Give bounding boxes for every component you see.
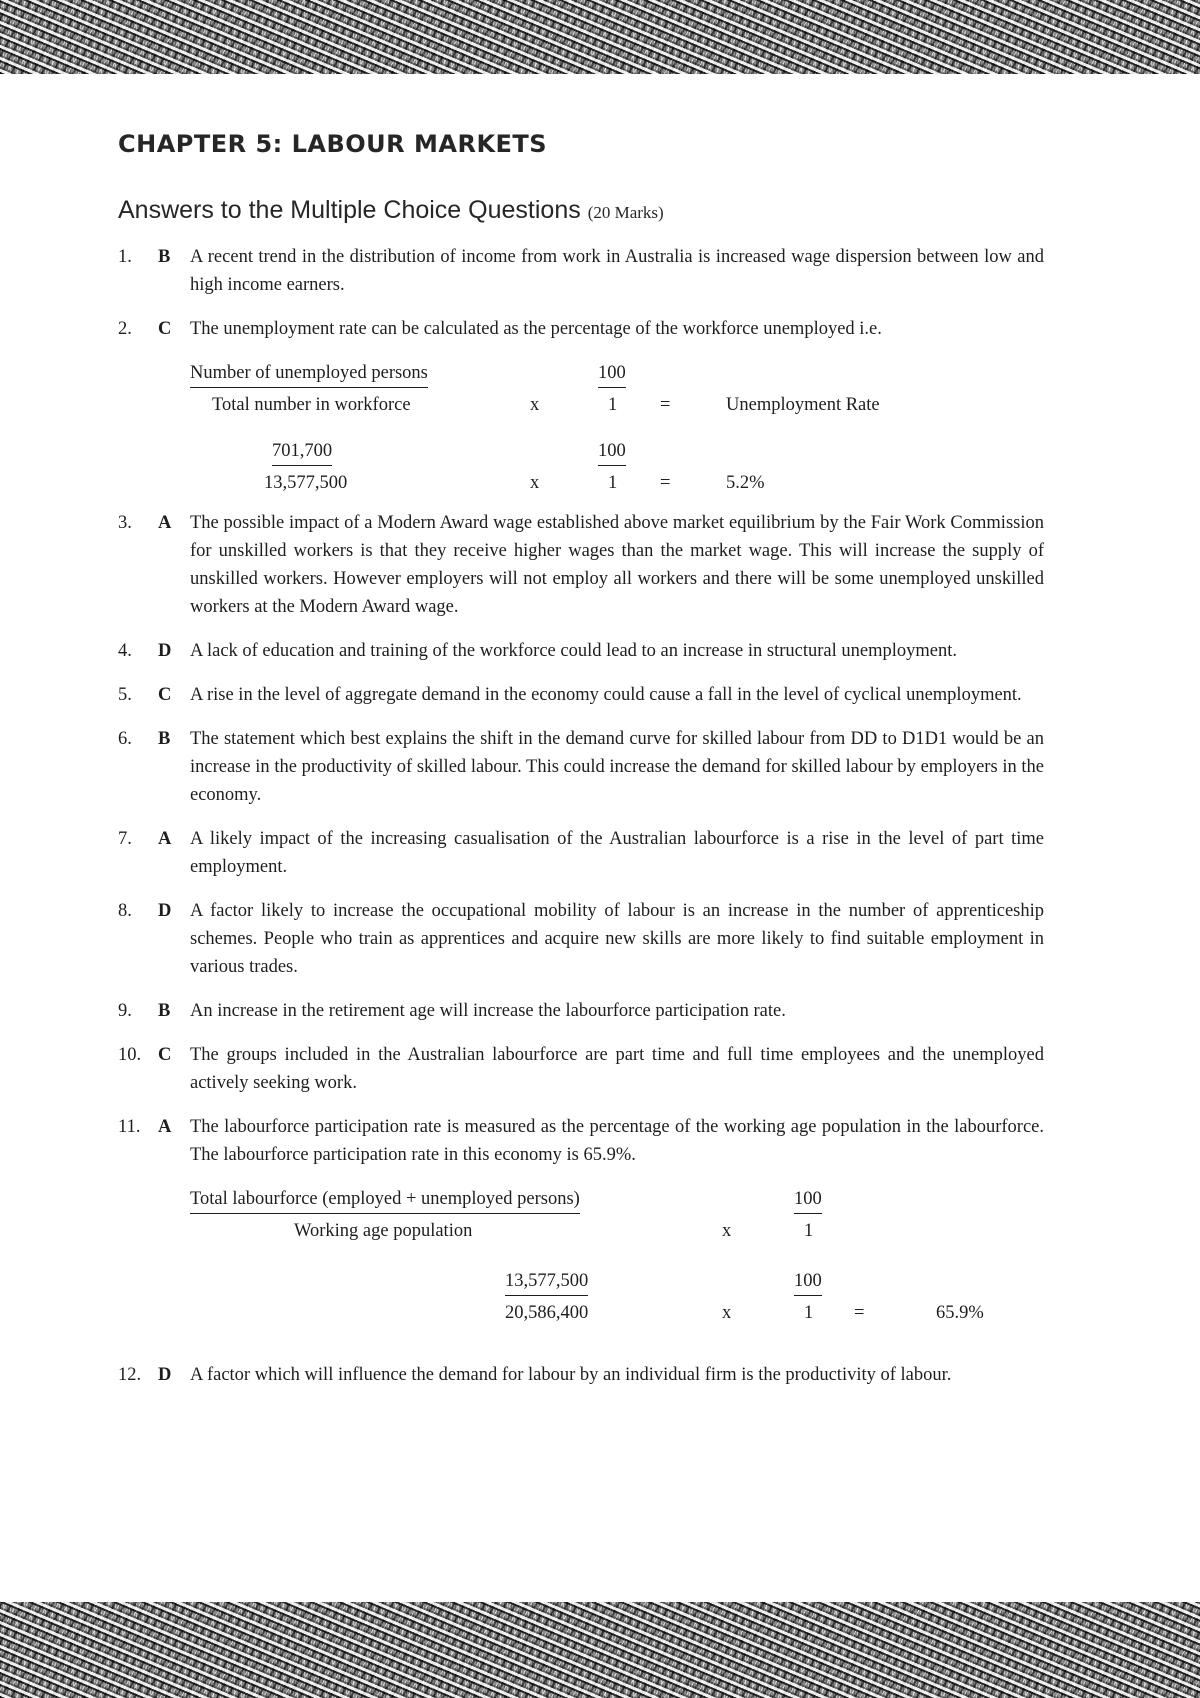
question-number: 1. [118, 247, 132, 267]
section-marks: (20 Marks) [587, 203, 664, 222]
answer-letter: D [158, 901, 172, 921]
answer-list [118, 243, 1044, 1389]
formula-equals: = [660, 395, 671, 415]
answer-item [118, 1361, 1044, 1389]
answer-item [118, 315, 1044, 343]
formula-result-value: 65.9% [936, 1303, 984, 1323]
answer-item [118, 681, 1044, 709]
answer-text: The unemployment rate can be calculated as the percentage of the workforce unemployed i.e. [190, 319, 882, 339]
answer-text: A likely impact of the increasing casualisation of the Australian labourforce is a rise in the level of part time employment. [190, 829, 1044, 877]
answer-letter: D [158, 641, 172, 661]
answer-text: A factor likely to increase the occupational mobility of labour is an increase in the number of apprenticeship schemes. People who train as apprentices and acquire new skills are more likely to find suitable employment in various trades. [190, 901, 1044, 977]
formula-one: 1 [804, 1221, 814, 1241]
question-number: 12. [118, 1365, 142, 1385]
answer-text: A lack of education and training of the workforce could lead to an increase in structural unemployment. [190, 641, 957, 661]
formula-result-label: Unemployment Rate [726, 395, 880, 415]
answer-text: The statement which best explains the shift in the demand curve for skilled labour from DD to D1D1 would be an increase in the productivity of skilled labour. This could increase the demand for skilled labour by employers in the economy. [190, 729, 1044, 805]
formula-hundred: 100 [598, 437, 626, 466]
answer-text: A recent trend in the distribution of income from work in Australia is increased wage dispersion between low and high income earners. [190, 247, 1044, 295]
answer-item [118, 637, 1044, 665]
formula-equals: = [854, 1303, 865, 1323]
question-number: 3. [118, 513, 132, 533]
formula-times: x [530, 395, 540, 415]
answer-text: A factor which will influence the demand for labour by an individual firm is the productivity of labour. [190, 1365, 952, 1385]
formula-times: x [530, 473, 540, 493]
page-content [118, 130, 1044, 1405]
answer-text: A rise in the level of aggregate demand in the economy could cause a fall in the level of cyclical unemployment. [190, 685, 1022, 705]
formula-times: x [722, 1303, 732, 1323]
chapter-title: CHAPTER 5: LABOUR MARKETS [118, 130, 548, 158]
formula-numerator-value: 701,700 [272, 437, 332, 466]
answer-letter: A [158, 513, 172, 533]
answer-item [118, 725, 1044, 809]
answer-item [118, 243, 1044, 299]
answer-letter: B [158, 247, 171, 267]
answer-item [118, 509, 1044, 621]
answer-item [118, 1113, 1044, 1169]
answer-letter: B [158, 729, 171, 749]
section-title [118, 196, 1044, 225]
formula-hundred: 100 [794, 1267, 822, 1296]
formula-denominator-label: Total number in workforce [212, 395, 411, 415]
answer-letter: C [158, 1045, 172, 1065]
question-number: 2. [118, 319, 132, 339]
question-number: 5. [118, 685, 132, 705]
answer-text: The groups included in the Australian labourforce are part time and full time employees and the unemployed actively seeking work. [190, 1045, 1044, 1093]
answer-text: The possible impact of a Modern Award wage established above market equilibrium by the Fair Work Commission for unskilled workers is that they receive higher wages than the market wage. This will increase the supply of unskilled workers. However employers will not employ all workers and there will be some unemployed unskilled workers at the Modern Award wage. [190, 513, 1044, 617]
question-number: 8. [118, 901, 132, 921]
question-number: 6. [118, 729, 132, 749]
formula-numerator-label: Total labourforce (employed + unemployed persons) [190, 1185, 580, 1214]
answer-item [118, 1041, 1044, 1097]
answer-letter: A [158, 829, 172, 849]
question-number: 7. [118, 829, 132, 849]
participation-rate-formula [190, 1185, 1044, 1347]
answer-letter: A [158, 1117, 172, 1137]
formula-denominator-label: Working age population [294, 1221, 473, 1241]
answer-item [118, 897, 1044, 981]
formula-numerator-value: 13,577,500 [505, 1267, 588, 1296]
formula-denominator-value: 13,577,500 [264, 473, 348, 493]
unemployment-rate-formula [190, 359, 1044, 495]
answer-item [118, 997, 1044, 1025]
formula-one: 1 [608, 473, 618, 493]
question-number: 4. [118, 641, 132, 661]
answer-letter: D [158, 1365, 172, 1385]
formula-hundred: 100 [598, 359, 626, 388]
decorative-bottom-band [0, 1602, 1200, 1698]
section-title-text: Answers to the Multiple Choice Questions [118, 196, 581, 224]
question-number: 10. [118, 1045, 142, 1065]
formula-times: x [722, 1221, 732, 1241]
answer-text: The labourforce participation rate is measured as the percentage of the working age population in the labourforce. The labourforce participation rate in this economy is 65.9%. [190, 1117, 1044, 1165]
decorative-top-band [0, 0, 1200, 74]
question-number: 9. [118, 1001, 132, 1021]
answer-letter: B [158, 1001, 171, 1021]
answer-letter: C [158, 685, 172, 705]
formula-denominator-value: 20,586,400 [505, 1303, 589, 1323]
answer-item [118, 825, 1044, 881]
answer-text: An increase in the retirement age will increase the labourforce participation rate. [190, 1001, 786, 1021]
formula-equals: = [660, 473, 671, 493]
answer-letter: C [158, 319, 172, 339]
formula-numerator-label: Number of unemployed persons [190, 359, 428, 388]
formula-one: 1 [804, 1303, 814, 1323]
formula-hundred: 100 [794, 1185, 822, 1214]
question-number: 11. [118, 1117, 141, 1137]
formula-one: 1 [608, 395, 618, 415]
formula-result-value: 5.2% [726, 473, 765, 493]
